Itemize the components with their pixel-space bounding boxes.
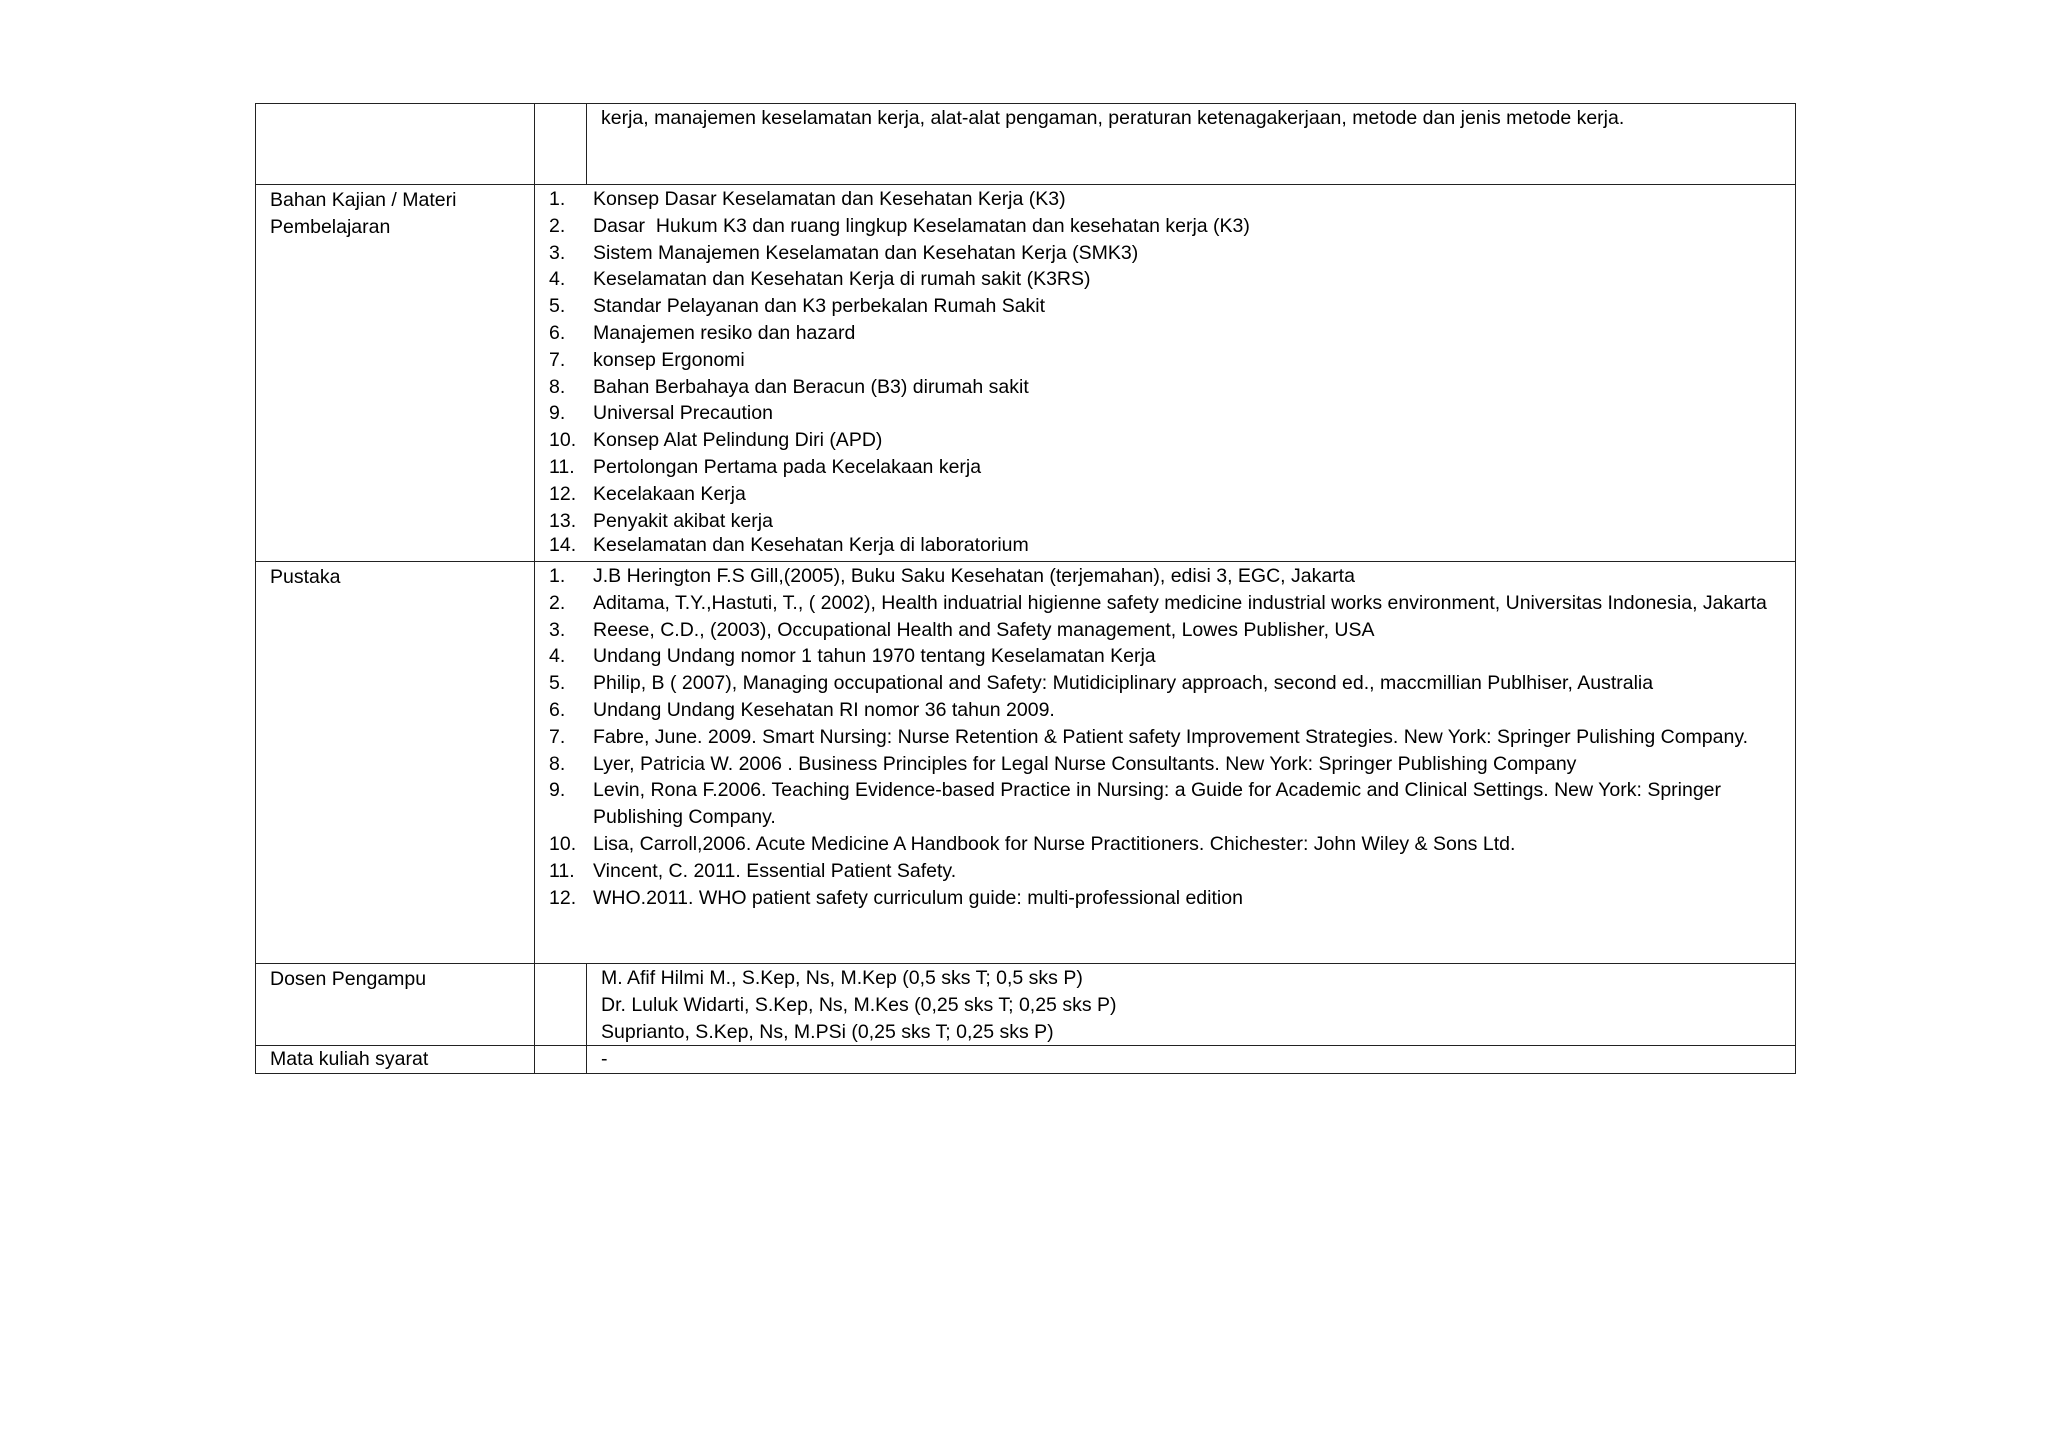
bahan-kajian-label [256,185,535,562]
list-item [535,508,1785,535]
list-item-text: Standar Pelayanan dan K3 perbekalan Rumah Sakit [593,295,1046,318]
table-row-pustaka [256,562,1796,964]
list-item-number: 10. [549,429,577,452]
description-continuation: kerja, manajemen keselamatan kerja, alat-alat pengaman, peraturan ketenagakerjaan, metode dan jenis metode kerja. [587,104,1796,185]
list-item-text: Undang Undang nomor 1 tahun 1970 tentang Keselamatan Kerja [593,645,1156,668]
list-item-number: 8. [549,375,566,398]
list-item [535,617,1785,644]
list-item [535,858,1785,885]
list-item-text: Bahan Berbahaya dan Beracun (B3) dirumah sakit [593,375,1029,398]
list-item [535,563,1785,590]
list-item [535,347,1785,374]
list-item-number: 8. [549,752,566,775]
list-item-number: 12. [549,482,577,505]
list-item-number: 10. [549,832,577,855]
list-item-number: 7. [549,348,566,371]
list-item-text: Sistem Manajemen Keselamatan dan Kesehatan Kerja (SMK3) [593,241,1139,264]
list-item [535,240,1785,267]
list-item-number: 1. [549,565,566,587]
list-item-number: 6. [549,698,566,721]
list-item-text: Levin, Rona F.2006. Teaching Evidence-based Practice in Nursing: a Guide for Academic and Clinical Settings. New York: Springer Publishing Company. [593,779,1722,829]
list-item [535,374,1785,401]
list-item-text: Lisa, Carroll,2006. Acute Medicine A Handbook for Nurse Practitioners. Chichester: John Wiley & Sons Ltd. [593,832,1516,855]
list-item-text: J.B Herington F.S Gill,(2005), Buku Saku Kesehatan (terjemahan), edisi 3, EGC, Jakarta [593,565,1355,587]
list-item-text: Vincent, C. 2011. Essential Patient Safety. [593,859,957,882]
list-item-text: Reese, C.D., (2003), Occupational Health and Safety management, Lowes Publisher, USA [593,618,1375,641]
list-item-number: 12. [549,886,577,909]
list-item [535,400,1785,427]
list-item-number: 6. [549,321,566,344]
list-item [535,320,1785,347]
list-item-text: Konsep Dasar Keselamatan dan Kesehatan Kerja (K3) [593,188,1066,210]
list-item [535,213,1785,240]
list-item-text: Aditama, T.Y.,Hastuti, T., ( 2002), Health induatrial higienne safety medicine industrial works environment, Universitas Indonesia, Jakarta [593,591,1767,614]
list-item-number: 3. [549,241,566,264]
list-item-number: 4. [549,645,566,668]
bahan-kajian-content [535,185,1796,562]
list-item-number: 2. [549,214,566,237]
list-item-text: konsep Ergonomi [593,348,745,371]
empty-number-cell [535,104,587,185]
list-item-number: 11. [549,859,575,882]
list-item [535,724,1785,751]
pustaka-content [535,562,1796,964]
list-item-number: 9. [549,779,566,802]
pustaka-list [535,563,1785,911]
list-item-text: Keselamatan dan Kesehatan Kerja di laboratorium [593,534,1029,557]
table-row-bahan-kajian [256,185,1796,562]
list-item [535,454,1785,481]
list-item-number: 9. [549,402,566,425]
table-row [256,104,1796,185]
list-item-number: 11. [549,455,575,478]
list-item [535,885,1785,912]
list-item [535,590,1785,617]
list-item-text: Fabre, June. 2009. Smart Nursing: Nurse Retention & Patient safety Improvement Strategies. New York: Springer Pulishing Company. [593,725,1749,748]
list-item [535,777,1785,831]
bahan-kajian-label-line: Bahan Kajian / Materi [270,189,457,211]
table-row-dosen-pengampu [256,964,1796,1046]
list-item [535,266,1785,293]
list-item [535,534,1785,556]
mata-kuliah-syarat-value: - [587,1046,1796,1074]
list-item-number: 7. [549,725,566,748]
list-item-text: Kecelakaan Kerja [593,482,746,505]
list-item-number: 13. [549,509,577,532]
list-item-text: Keselamatan dan Kesehatan Kerja di rumah sakit (K3RS) [593,268,1091,291]
list-item [535,831,1785,858]
bahan-kajian-list [535,186,1785,556]
list-item [535,751,1785,778]
lecturer-line: M. Afif Hilmi M., S.Kep, Ns, M.Kep (0,5 sks T; 0,5 sks P) [601,967,1083,989]
list-item [535,293,1785,320]
dosen-pengampu-label: Dosen Pengampu [256,964,535,1046]
list-item-number: 4. [549,268,566,291]
list-item-number: 5. [549,672,566,695]
dosen-pengampu-content [587,964,1796,1046]
empty-number-cell [535,1046,587,1074]
empty-number-cell [535,964,587,1046]
list-item-text: Konsep Alat Pelindung Diri (APD) [593,429,883,452]
list-item-text: Lyer, Patricia W. 2006 . Business Principles for Legal Nurse Consultants. New York: Springer Publishing Company [593,752,1577,775]
mata-kuliah-syarat-label: Mata kuliah syarat [256,1046,535,1074]
empty-label-cell [256,104,535,185]
list-item [535,643,1785,670]
list-item [535,670,1785,697]
pustaka-label: Pustaka [256,562,535,964]
list-item [535,427,1785,454]
bahan-kajian-label-line: Pembelajaran [270,215,391,238]
list-item-number: 3. [549,618,566,641]
course-info-table [255,103,1796,1074]
list-item-number: 14. [549,534,577,557]
list-item-number: 2. [549,591,566,614]
list-item-text: Manajemen resiko dan hazard [593,321,856,344]
list-item-text: Dasar Hukum K3 dan ruang lingkup Keselamatan dan kesehatan kerja (K3) [593,214,1250,237]
list-item-text: Pertolongan Pertama pada Kecelakaan kerja [593,455,982,478]
list-item-text: Penyakit akibat kerja [593,509,773,532]
list-item [535,481,1785,508]
list-item-number: 1. [549,188,566,210]
list-item [535,186,1785,213]
list-item-text: Undang Undang Kesehatan RI nomor 36 tahun 2009. [593,698,1055,721]
list-item-text: Universal Precaution [593,402,773,425]
list-item-number: 5. [549,295,566,318]
lecturer-line: Suprianto, S.Kep, Ns, M.PSi (0,25 sks T; 0,25 sks P) [601,1020,1054,1043]
list-item-text: Philip, B ( 2007), Managing occupational and Safety: Mutidiciplinary approach, second ed., maccmillian Publhiser, Australia [593,672,1654,695]
list-item [535,697,1785,724]
list-item-text: WHO.2011. WHO patient safety curriculum guide: multi-professional edition [593,886,1243,909]
lecturer-line: Dr. Luluk Widarti, S.Kep, Ns, M.Kes (0,25 sks T; 0,25 sks P) [601,993,1117,1016]
table-row-mata-kuliah-syarat [256,1046,1796,1074]
